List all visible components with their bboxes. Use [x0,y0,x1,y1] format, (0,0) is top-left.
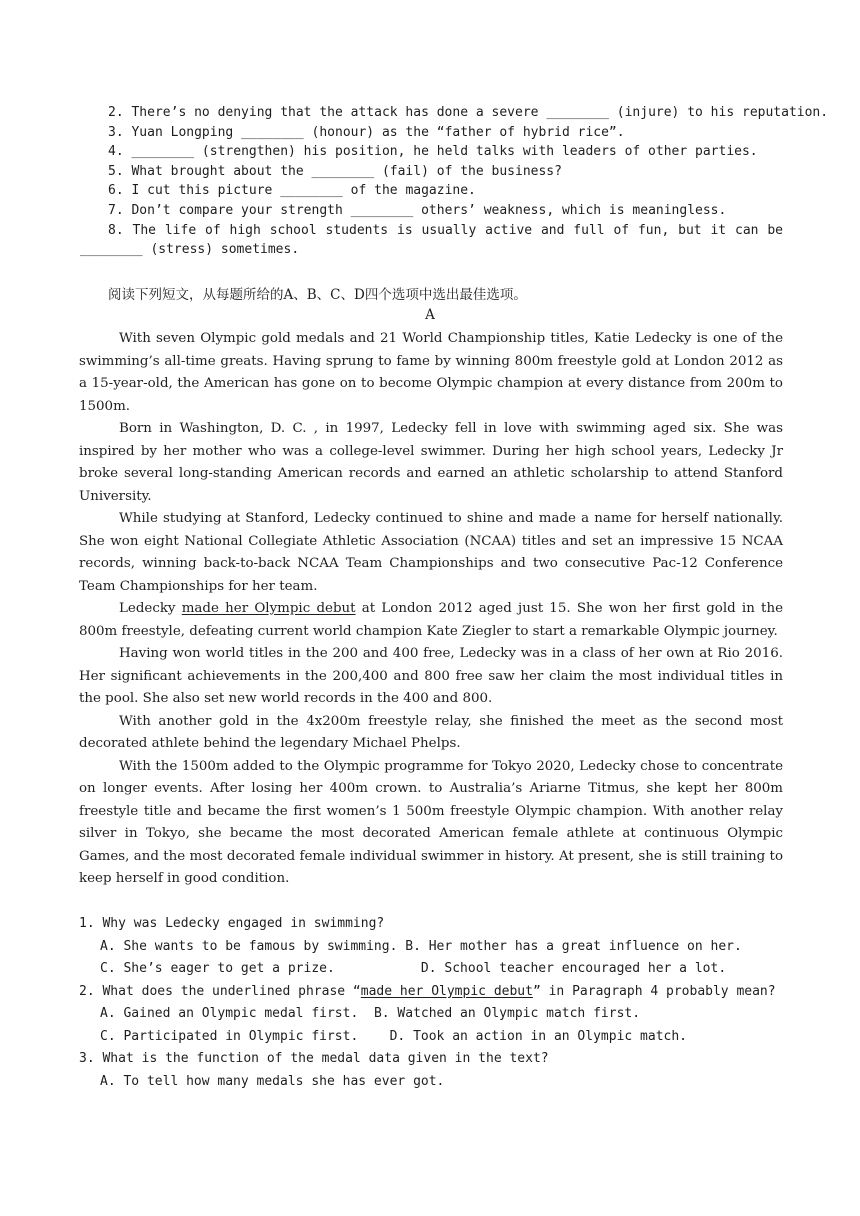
option-a: A. To tell how many medals she has ever got. [100,1073,445,1089]
question-3-options-row-1 [79,1071,783,1094]
reading-instruction: 阅读下列短文，从每题所给的A、B、C、D四个选项中选出最佳选项。 [108,287,527,303]
question-2-options-row-1 [79,1003,783,1026]
paragraph-1: With seven Olympic gold medals and 21 World Championship titles, Katie Ledecky is one of the swimming’s all-time greats. Having sprung to fame by winning 800m freestyle gold at London 2012 as a 15-year-old, the American has gone on to become Olympic champion at every distance from 200m to 1500m. [79,331,783,414]
question-2-options-row-2 [79,1026,783,1049]
option-a: A. She wants to be famous by swimming. [100,938,398,954]
paragraph-6: With another gold in the 4x200m freestyle relay, she finished the meet as the second most decorated athlete behind the legendary Michael Phelps. [79,713,783,751]
reading-passage [79,328,783,891]
answer-blank: ________ [311,163,375,179]
question-3-stem: 3. What is the function of the medal data given in the text? [79,1051,549,1066]
underlined-phrase: made her Olympic debut [181,601,356,616]
fill-item: 5. What brought about the ________ (fail) of the business? [108,163,562,179]
answer-blank: ________ [131,144,195,160]
paragraph-7: With the 1500m added to the Olympic programme for Tokyo 2020, Ledecky chose to concentrate on longer events. After losing her 400m crown. to Australia’s Ariarne Titmus, she kept her 800m freestyle title and became the first women’s 1 500m freestyle Olympic champion. With another relay silver in Tokyo, she became the most decorated American female athlete at continuous Olympic Games, and the most decorated female individual swimmer in history. At present, she is still training to keep herself in good condition. [79,758,783,886]
paragraph-5: Having won world titles in the 200 and 400 free, Ledecky was in a class of her own at Rio 2016. Her significant achievements in the 200,400 and 800 free saw her claim the most individual titles in the pool. She also set new world records in the 400 and 800. [79,646,783,706]
option-a: A. Gained an Olympic medal first. [100,1006,359,1021]
fill-item: 2. There’s no denying that the attack has done a severe ________ (injure) to his reputation. [108,105,829,120]
answer-blank: ________ [241,124,304,140]
fill-item: 7. Don’t compare your strength ________ others’ weakness, which is meaningless. [108,202,727,218]
option-b: B. Her mother has a great influence on her. [405,938,742,954]
fill-item: 8. The life of high school students is usually active and full of fun, but it can be ________ (stress) sometimes. [80,222,783,258]
question-1-options-row-2 [79,958,783,981]
paragraph-2: Born in Washington, D. C. , in 1997, Ledecky fell in love with swimming aged six. She was inspired by her mother who was a college-level swimmer. During her high school years, Ledecky Jr broke several long-standing American records and earned an athletic scholarship to attend Stanford University. [79,421,783,504]
option-c: C. Participated in Olympic first. [100,1028,359,1044]
fill-item: 4. ________ (strengthen) his position, he held talks with leaders of other parties. [108,144,758,160]
answer-blank: ________ [350,202,414,218]
question-1-stem: 1. Why was Ledecky engaged in swimming? [79,916,385,931]
fill-item: 6. I cut this picture ________ of the magazine. [108,183,476,199]
questions-section [79,913,783,1093]
answer-blank: ________ [80,242,143,258]
answer-blank: ________ [546,105,609,120]
option-d: D. Took an action in an Olympic match. [389,1028,688,1044]
option-c: C. She’s eager to get a prize. [100,961,335,976]
section-letter: A [425,307,435,323]
answer-blank: ________ [280,183,343,199]
option-b: B. Watched an Olympic match first. [373,1006,641,1021]
fill-in-blanks-section [80,103,829,260]
fill-item: 3. Yuan Longping ________ (honour) as the “father of hybrid rice”. [108,124,625,140]
underlined-phrase: made her Olympic debut [360,983,533,999]
question-2-stem: 2. What does the underlined phrase “made her Olympic debut” in Paragraph 4 probably mean? [79,983,776,999]
question-1-options-row-1 [79,936,783,959]
paragraph-3: While studying at Stanford, Ledecky continued to shine and made a name for herself nationally. She won eight National Collegiate Athletic Association (NCAA) titles and set an impressive 15 NCAA records, winning back-to-back NCAA Team Championships and two consecutive Pac-12 Conference Team Championships for her team. [79,511,783,594]
option-d: D. School teacher encouraged her a lot. [420,961,727,976]
paragraph-4: Ledecky made her Olympic debut at London 2012 aged just 15. She won her first gold in the 800m freestyle, defeating current world champion Kate Ziegler to start a remarkable Olympic journey. [79,601,783,639]
